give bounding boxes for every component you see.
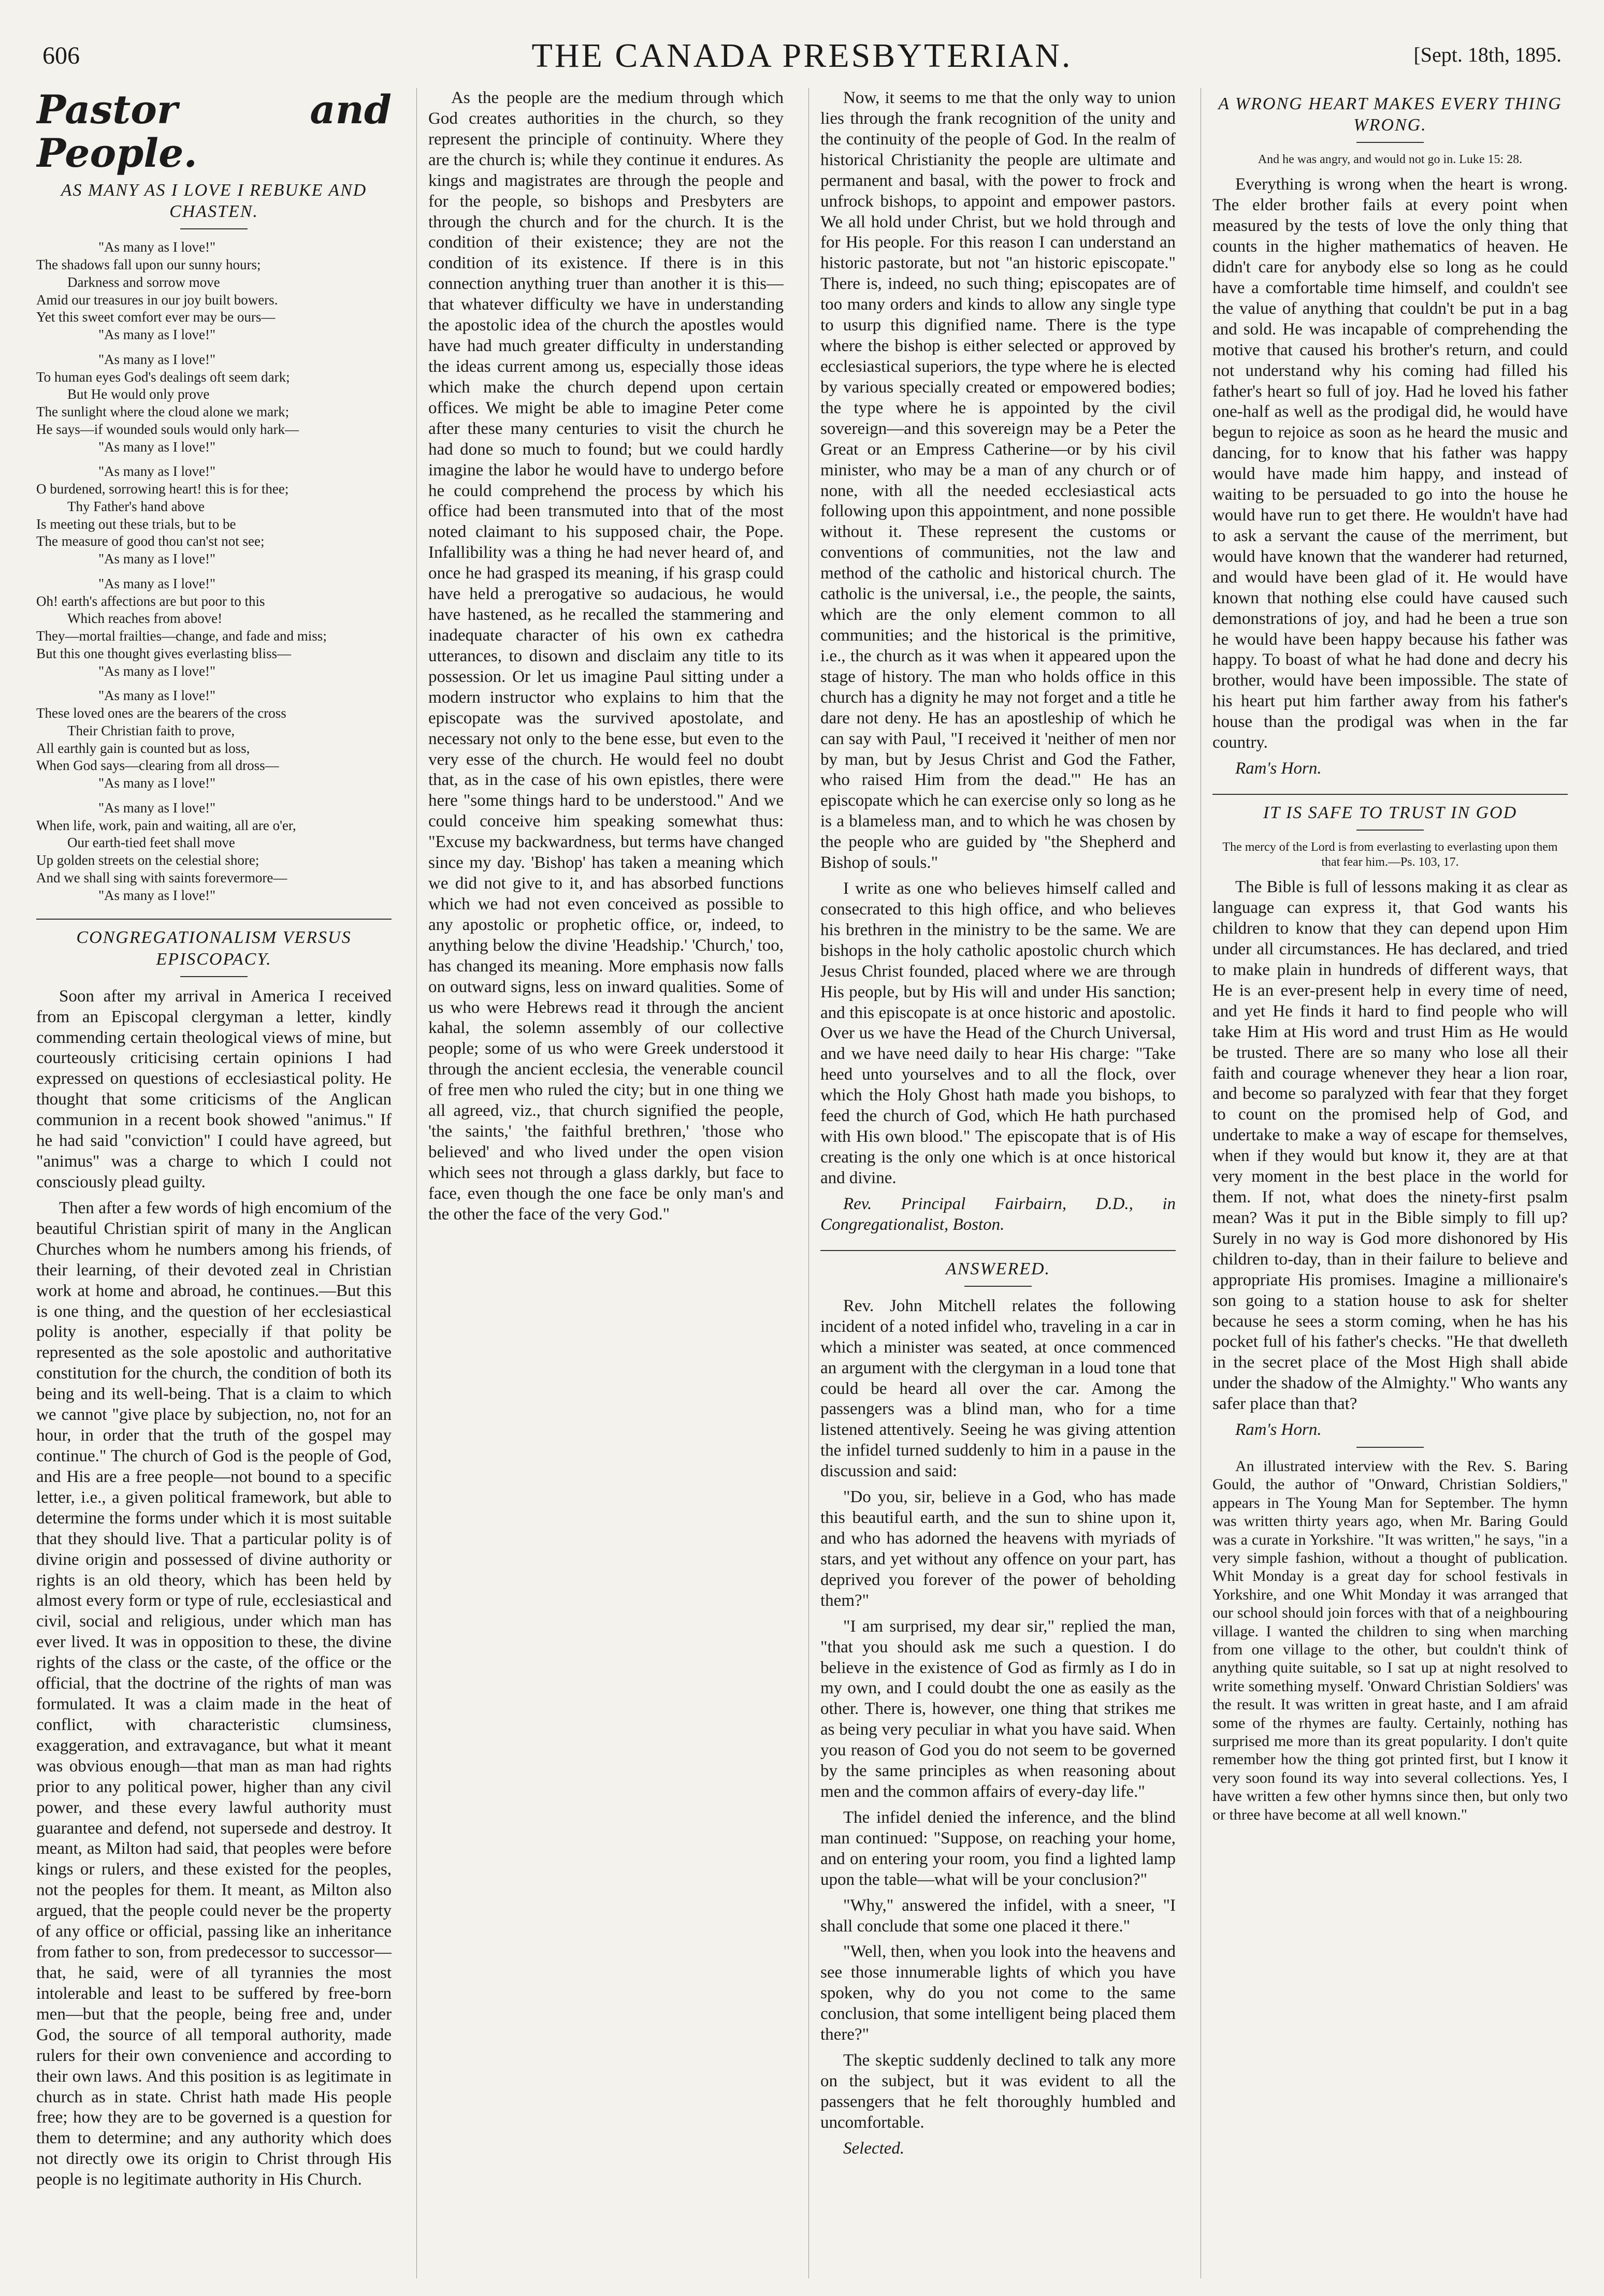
epigraph: And he was angry, and would not go in. Luke 15: 28. <box>1258 153 1523 167</box>
divider <box>1356 830 1424 831</box>
poem-line: "As many as I love!" <box>98 351 215 367</box>
poem-line: When life, work, pain and waiting, all are o'er, <box>36 817 296 833</box>
poem-line: The shadows fall upon our sunny hours; <box>36 257 261 273</box>
poem-line: "As many as I love!" <box>98 800 215 816</box>
column-4 <box>1201 88 1568 2278</box>
poem-line: "As many as I love!" <box>98 463 215 479</box>
column-3 <box>808 88 1176 2278</box>
columns <box>36 88 1568 2278</box>
poem-stanza <box>36 575 392 680</box>
article-byline: Ram's Horn. <box>1235 759 1322 778</box>
poem-line: "As many as I love!" <box>98 575 215 591</box>
divider <box>1356 1447 1424 1448</box>
poem-line: To human eyes God's dealings oft seem dark; <box>36 369 290 385</box>
column-2 <box>416 88 784 2278</box>
paragraph: "Well, then, when you look into the heavens and see those innumerable lights of which you have spoken, why do you not come to the same conclusion, that some intelligent being placed them there?" <box>820 1942 1176 2044</box>
article-body <box>36 986 392 2190</box>
poem-stanza <box>36 800 392 905</box>
paragraph: Everything is wrong when the heart is wrong. The elder brother fails at every point when measured by the tests of love the only thing that counts in the higher mathematics of heaven. He didn't care for anybody else so long as he could have a comfortable time himself, and couldn't see the value of anything that couldn't be put in a bag and sold. He was incapable of comprehending the motive that caused his brother's return, and could not understand why his coming had filled his father's heart so full of joy. Had he loved his father one-half as well as the prodigal did, he would have begun to rejoice as soon as he heard the music and dancing, for to know that his father was happy would have made him happy, and instead of waiting to be persuaded to go into the house he would have run to get there. He wouldn't have had to ask a servant the cause of the merriment, but would have known that the wanderer had returned, and would have been glad of it. He would have known that nothing else could have caused such demonstrations of joy, and had he been a true son he would have been happy because his father was happy. To boast of what he had done and decry his brother, would have been impossible. The state of his heart put him farther away from his father's house than the prodigal was when in the far country. <box>1212 175 1568 752</box>
poem-stanza <box>36 239 392 344</box>
epigraph: The mercy of the Lord is from everlasting to everlasting upon them that fear him.—Ps. 103, 17. <box>1222 840 1558 869</box>
article-title: IT IS SAFE TO TRUST IN GOD <box>1212 794 1568 823</box>
article-byline: Selected. <box>843 2139 905 2158</box>
article-body <box>1212 175 1568 753</box>
divider <box>1356 142 1424 143</box>
paragraph: Then after a few words of high encomium of the beautiful Christian spirit of many in the Anglican Churches whom he numbers among his friends, of their learning, of their devoted zeal in Christian work at home and abroad, he continues.—But this is one thing, and the question of her ecclesiastical polity is another, especially if that polity be represented as the sole apostolic and authoritative constitution for the church, the condition of both its being and its well-being. That is a claim to which we cannot "give place by subjection, no, not for an hour, in order that the truth of the gospel may continue." The church of God is the people of God, and His are a free people—not bound to a specific letter, i.e., a given political framework, but able to determine the forms under which it is most suitable that they should live. That a particular polity is of divine origin and possessed of divine authority or rights is an old theory, which has been held by almost every form or type of rule, ecclesiastical and civil, social and religious, under which man has ever lived. It was in opposition to these, the divine rights of the class or the caste, of the office or the official, that the doctrine of the rights of man was formulated. It was a claim made in the heat of conflict, with characteristic clumsiness, exaggeration, and extravagance, but what it meant was obvious enough—that man as man had rights prior to any political power, higher than any civil power, and these every lawful authority must guarantee and defend, not supersede and destroy. It meant, as Milton had said, that peoples were before kings or rulers, and these existed for the peoples, not the peoples for them. It meant, as Milton also argued, that the people could never be the property of any office or official, passing like an inheritance from father to son, from predecessor to successor—that, he said, were of all tyrannies the most intolerable and least to be suffered by free-born men—but that the people, being free and, under God, the source of all temporal authority, made rulers for their own convenience and according to their own laws. And this position is as legitimate in church as in state. Christ hath made His people free; how they are to be governed is a question for them to determine; and any authority which does not directly owe its origin to Christ through His people is no legitimate authority in His Church. <box>36 1198 392 2189</box>
divider <box>964 1286 1032 1287</box>
paragraph: The Bible is full of lessons making it as clear as language can express it, that God wants his children to know that they can depend upon Him under all circumstances. He has declared, and tried to make plain in hundreds of different ways, that He is an ever-present help in every time of need, and yet He finds it hard to find people who will take Him at His word and trust Him as He would be trusted. There are so many who lose all their faith and courage whenever they hear a lion roar, and become so paralyzed with fear that they forget to count on the promised help of God, and undertake to make a way of escape for themselves, when if they would but know it, they are at that very moment in the best place in the world for them. If not, what does the ninety-first psalm mean? Was it put in the Bible simply to fill up? Surely in no way is God more dishonored by His children to-day, than in their failure to believe and appropriate His promises. Imagine a millionaire's son going to a station house to ask for shelter because he sees a storm coming, when he has his pocket full of his father's checks. "He that dwelleth in the secret place of the Most High shall abide under the shadow of the Almighty." Who wants any safer place than that? <box>1212 878 1568 1414</box>
issue-date: [Sept. 18th, 1895. <box>1413 43 1562 66</box>
paragraph: "I am surprised, my dear sir," replied the man, "that you should ask me such a question. I do believe in the existence of God as firmly as I do in my own, and I could doubt the one as easily as the other. There is, however, one thing that strikes me as being very peculiar in what you have said. When you reason of God you do not seem to be governed by the same principles as when reasoning about men and the common affairs of every-day life." <box>820 1617 1176 1801</box>
poem-line: All earthly gain is counted but as loss, <box>36 740 250 756</box>
poem-line: Darkness and sorrow move <box>67 274 220 290</box>
poem-line: Thy Father's hand above <box>67 498 205 514</box>
poem-line: O burdened, sorrowing heart! this is for thee; <box>36 481 289 497</box>
poem-stanza <box>36 351 392 456</box>
article-title: CONGREGATIONALISM VERSUS EPISCOPACY. <box>36 919 392 969</box>
article-body-continued <box>820 88 1176 1189</box>
department-heading: Pastor and People. <box>36 88 392 176</box>
poem-line: These loved ones are the bearers of the cross <box>36 705 286 721</box>
poem-line: He says—if wounded souls would only hark— <box>36 421 299 437</box>
poem-line: The measure of good thou can'st not see; <box>36 533 265 549</box>
poem-line: But this one thought gives everlasting bliss— <box>36 645 291 661</box>
poem-stanza <box>36 687 392 792</box>
poem-line: But He would only prove <box>67 386 210 402</box>
article-byline: Rev. Principal Fairbairn, D.D., in Congregationalist, Boston. <box>820 1194 1176 1234</box>
divider <box>180 976 248 977</box>
article-body-continued <box>428 88 784 1225</box>
paragraph: "Why," answered the infidel, with a sneer, "I shall conclude that some one placed it there." <box>820 1896 1176 1936</box>
journal-title: THE CANADA PRESBYTERIAN. <box>531 37 1073 75</box>
poem <box>36 239 392 904</box>
poem-stanza <box>36 463 392 568</box>
article-byline: Ram's Horn. <box>1235 1420 1322 1440</box>
poem-line: Their Christian faith to prove, <box>67 722 235 738</box>
paragraph: "Do you, sir, believe in a God, who has made this beautiful earth, and the sun to shine upon it, and who has adorned the heavens with myriads of stars, and yet without any offence on your part, has deprived you forever of the power of beholding them?" <box>820 1488 1176 1610</box>
poem-line: Oh! earth's affections are but poor to this <box>36 593 265 609</box>
poem-line: Up golden streets on the celestial shore; <box>36 852 259 868</box>
paragraph: The infidel denied the inference, and the blind man continued: "Suppose, on reaching your home, and on entering your room, you find a lighted lamp upon the table—what will be your conclusion?" <box>820 1808 1176 1889</box>
poem-line: "As many as I love!" <box>98 327 215 343</box>
divider <box>180 228 248 229</box>
newspaper-page <box>36 21 1568 2278</box>
paragraph: Now, it seems to me that the only way to union lies through the frank recognition of the unity and the continuity of the people of God. In the realm of historical Christianity the people are ultimate and permanent and basal, with the power to frock and unfrock bishops, to appoint and empower pastors. We all hold under Christ, but we hold through and for His people. For this reason I can understand an historic pastorate, but not "an historic episcopate." There is, indeed, no such thing; episcopates are of too many orders and kinds to allow any single type to usurp this dignified name. There is the type where the bishop is either selected or approved by ecclesiastical superiors, the type where he is elected by various specially created or empowered bodies; the type where he is appointed by the civil sovereign—and this sovereign may be a Peter the Great or an Empress Catherine—or by his civil minister, who may be a man of any church or of none, with all the needed ecclesiastical acts following upon this appointment, and none possible without it. These represent the customs or conventions of communities, not the law and method of the catholic and historical church. The catholic is the universal, i.e., the people, the saints, which are the only element common to all communities; and the historical is the primitive, i.e., the church as it was when it appeared upon the stage of history. The man who holds office in this church has a dignity he may not forget and a title he dare not deny. He has an apostleship of which he can say with Paul, "I received it 'neither of men nor by man, but by Jesus Christ and God the Father, who raised Him from the dead.'" He has an episcopate which he can exercise only so long as he is a blameless man, and to which he was chosen by the people who are guided by "the Shepherd and Bishop of souls." <box>820 89 1176 873</box>
poem-line: "As many as I love!" <box>98 663 215 679</box>
paragraph: I write as one who believes himself called and consecrated to this high office, and who believes his brethren in the ministry to be the same. We are bishops in the holy catholic apostolic church which Jesus Christ founded, placed where we are through His people, but by His will and under His sanction; and this episcopate is at once historic and apostolic. Over us we have the Head of the Church Universal, and we have need daily to hear His charge: "Take heed unto yourselves and to all the flock, over which the Holy Ghost hath made you bishops, to feed the church of God, which He hath purchased with His own blood." The episcopate that is of His creating is the only one which is at once historical and divine. <box>820 879 1176 1187</box>
article-body <box>1212 877 1568 1415</box>
poem-line: Amid our treasures in our joy built bowers. <box>36 292 278 308</box>
poem-line: "As many as I love!" <box>98 439 215 455</box>
paragraph: Rev. John Mitchell relates the following incident of a noted infidel who, traveling in a car in which a minister was seated, at once commenced an argument with the clergyman in a loud tone that could be heard all over the car. Among the passengers was a blind man, who for a time listened attentively. Seeing he was giving attention the infidel turned suddenly to him in a pause in the discussion and said: <box>820 1296 1176 1481</box>
page-number: 606 <box>42 42 80 69</box>
article-title: ANSWERED. <box>820 1250 1176 1280</box>
poem-line: Our earth-tied feet shall move <box>67 835 235 851</box>
article-body <box>820 1296 1176 2133</box>
poem-line: When God says—clearing from all dross— <box>36 758 279 774</box>
poem-line: The sunlight where the cloud alone we mark; <box>36 404 290 420</box>
poem-line: Is meeting out these trials, but to be <box>36 516 236 532</box>
poem-line: "As many as I love!" <box>98 551 215 567</box>
poem-line: Which reaches from above! <box>67 611 223 627</box>
paragraph: The skeptic suddenly declined to talk any more on the subject, but it was evident to all the passengers that he felt thoroughly humbled and uncomfortable. <box>820 2051 1176 2132</box>
running-head <box>36 21 1568 78</box>
news-note: An illustrated interview with the Rev. S. Baring Gould, the author of "Onward, Christian Soldiers," appears in The Young Man for September. The hymn was written thirty years ago, when Mr. Baring Gould was a curate in Yorkshire. "It was written," he says, "in a very simple fashion, without a thought of publication. Whit Monday is a great day for school festivals in Yorkshire, and one Whit Monday it was arranged that our school should join forces with that of a neighbouring village. I wanted the children to sing when marching from one village to the other, but couldn't think of anything quite suitable, so I sat up at night resolved to write something myself. 'Onward Christian Soldiers' was the result. It was written in great haste, and I am afraid some of the rhymes are faulty. Certainly, nothing has surprised me more than its great popularity. I don't quite remember how the thing got printed first, but I know it very soon found its way into several collections. Yes, I have written a few other hymns since then, but only two or three have become at all well known." <box>1212 1458 1568 1823</box>
poem-line: "As many as I love!" <box>98 688 215 704</box>
poem-line: "As many as I love!" <box>98 887 215 903</box>
poem-line: And we shall sing with saints forevermore— <box>36 869 287 885</box>
poem-title: AS MANY AS I LOVE I REBUKE AND CHASTEN. <box>61 181 367 222</box>
poem-line: "As many as I love!" <box>98 239 215 255</box>
poem-line: Yet this sweet comfort ever may be ours— <box>36 309 276 325</box>
poem-line: They—mortal frailties—change, and fade and miss; <box>36 628 327 644</box>
article-title: A WRONG HEART MAKES EVERY THING WRONG. <box>1218 94 1562 135</box>
poem-line: "As many as I love!" <box>98 775 215 791</box>
paragraph: As the people are the medium through which God creates authorities in the church, so they represent the principle of continuity. Where they are the church is; while they continue it endures. As kings and magistrates are through the people and for the people, so bishops and Presbyters are through the church and for the church. It is the condition of their existence; they are not the condition of its existence. If there is in this connection anything truer than another it is this—that whatever difficulty we have in understanding the apostolic idea of the church the apostles would have had much greater difficulty in understanding the ideas current among us, especially those ideas which make the church depend upon certain offices. We might be able to imagine Peter come after these many centuries to visit the church he had done so much to found; but we could hardly imagine the labor he would have to undergo before he could comprehend the process by which his office had been transmuted into that of the most noted claimant to his supposed chair, the Pope. Infallibility was a thing he had never heard of, and once he had grasped its meaning, if his grasp could have held a prerogative so audacious, he would have hastened, as he recalled the stammering and inadequate character of his own ex cathedra utterances, to disown and disclaim any title to its possession. Or let us imagine Paul sitting under a modern instructor who explains to him that the episcopate was the survived apostolate, and necessary not only to the bene esse, but even to the very esse of the church. He would feel no doubt that, as in the case of his own epistles, there were here "some things hard to be understood." And we could conceive him speaking somewhat thus: "Excuse my backwardness, but terms have changed since my day. 'Bishop' has taken a meaning which we did not give to it, and has absorbed functions which we had not even conceived as possible to any apostolic or prophetic office, or, indeed, to anything below the divine 'Headship.' 'Church,' too, has changed its meaning. More emphasis now falls on outward signs, less on inward qualities. Some of us who were Hebrews read it through the ancient kahal, the solemn assembly of our collective people; some of us who were Greek understood it through the ancient ecclesia, the venerable council of free men who ruled the city; but in one thing we all agreed, viz., that church signified the people, 'the saints,' 'the faithful brethren,' 'those who believed' and who lived under the open vision which sees not through a glass darkly, but face to face, even though the one face be only man's and the other the face of the very God." <box>428 89 784 1224</box>
paragraph: Soon after my arrival in America I received from an Episcopal clergyman a letter, kindly commending certain theological views of mine, but courteously criticising certain opinions I had expressed on questions of ecclesiastical polity. He thought that some criticisms of the Anglican communion in a recent book showed "animus." If he had said "conviction" I could have agreed, but "animus" was a charge to which I could not consciously plead guilty. <box>36 986 392 1191</box>
column-1 <box>36 88 392 2278</box>
